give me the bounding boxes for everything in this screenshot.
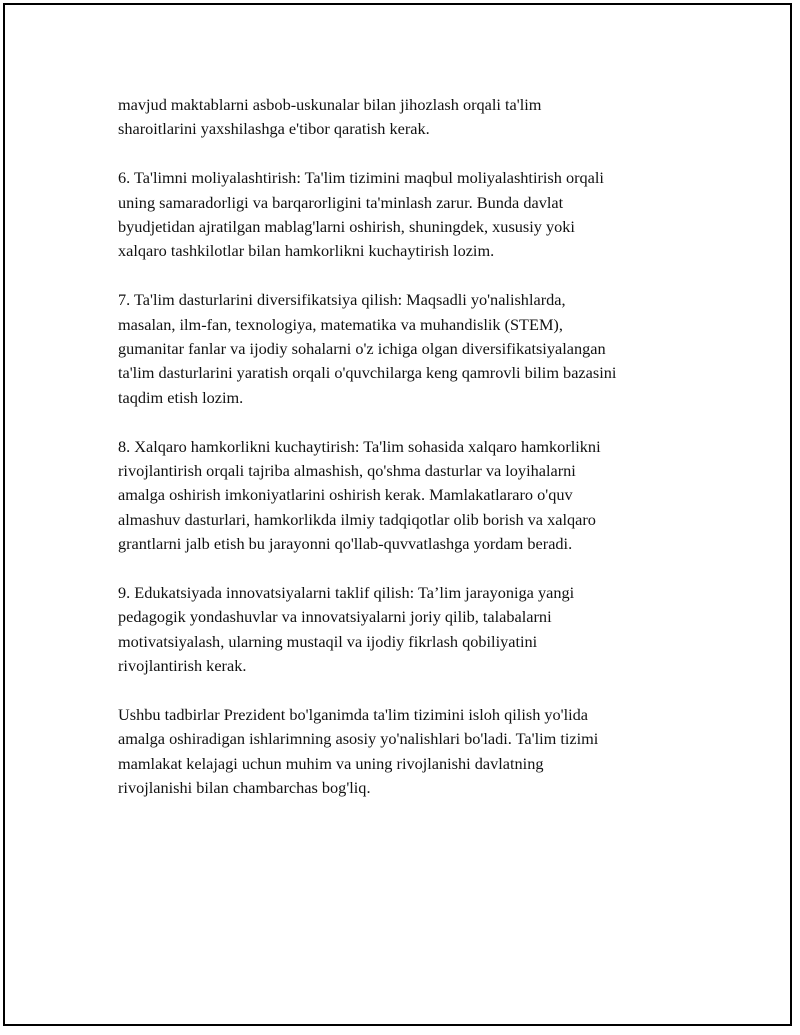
text-line: rivojlanishi bilan chambarchas bog'liq.: [118, 778, 371, 798]
document-body: [118, 93, 718, 825]
text-line: sharoitlarini yaxshilashga e'tibor qaratish kerak.: [118, 119, 430, 139]
paragraph-continuation: [118, 93, 718, 142]
text-line: taqdim etish lozim.: [118, 387, 244, 407]
text-line: 8. Xalqaro hamkorlikni kuchaytirish: Ta'lim sohasida xalqaro hamkorlikni: [118, 436, 601, 456]
text-line: pedagogik yondashuvlar va innovatsiyalarni joriy qilib, talabalarni: [118, 607, 552, 627]
text-line: amalga oshirish imkoniyatlarini oshirish kerak. Mamlakatlararo o'quv: [118, 485, 573, 505]
text-line: 6. Ta'limni moliyalashtirish: Ta'lim tizimini maqbul moliyalashtirish orqali: [118, 168, 604, 188]
paragraph-item-9: [118, 581, 718, 679]
text-line: gumanitar fanlar va ijodiy sohalarni o'z ichiga olgan diversifikatsiyalangan: [118, 339, 606, 359]
text-line: 9. Edukatsiyada innovatsiyalarni taklif qilish: Ta’lim jarayoniga yangi: [118, 583, 575, 603]
paragraph-conclusion: [118, 703, 718, 801]
paragraph-item-6: [118, 166, 718, 264]
text-line: mamlakat kelajagi uchun muhim va uning rivojlanishi davlatning: [118, 753, 544, 773]
text-line: motivatsiyalash, ularning mustaqil va ijodiy fikrlash qobiliyatini: [118, 631, 538, 651]
text-line: masalan, ilm-fan, texnologiya, matematika va muhandislik (STEM),: [118, 314, 563, 334]
text-line: mavjud maktablarni asbob-uskunalar bilan jihozlash orqali ta'lim: [118, 95, 542, 114]
text-line: Ushbu tadbirlar Prezident bo'lganimda ta'lim tizimini isloh qilish yo'lida: [118, 705, 589, 725]
paragraph-item-8: [118, 435, 718, 557]
text-line: grantlarni jalb etish bu jarayonni qo'llab-quvvatlashga yordam beradi.: [118, 534, 573, 554]
text-line: ta'lim dasturlarini yaratish orqali o'quvchilarga keng qamrovli bilim bazasini: [118, 363, 617, 383]
text-line: almashuv dasturlari, hamkorlikda ilmiy tadqiqotlar olib borish va xalqaro: [118, 509, 596, 529]
text-line: byudjetidan ajratilgan mablag'larni oshirish, shuningdek, xususiy yoki: [118, 217, 575, 237]
text-line: rivojlantirish orqali tajriba almashish, qo'shma dasturlar va loyihalarni: [118, 461, 576, 481]
paragraph-item-7: [118, 288, 718, 410]
text-line: amalga oshiradigan ishlarimning asosiy yo'nalishlari bo'ladi. Ta'lim tizimi: [118, 729, 599, 749]
text-line: xalqaro tashkilotlar bilan hamkorlikni kuchaytirish lozim.: [118, 241, 495, 261]
text-line: rivojlantirish kerak.: [118, 656, 247, 676]
text-line: 7. Ta'lim dasturlarini diversifikatsiya qilish: Maqsadli yo'nalishlarda,: [118, 290, 566, 310]
text-line: uning samaradorligi va barqarorligini ta'minlash zarur. Bunda davlat: [118, 192, 564, 212]
